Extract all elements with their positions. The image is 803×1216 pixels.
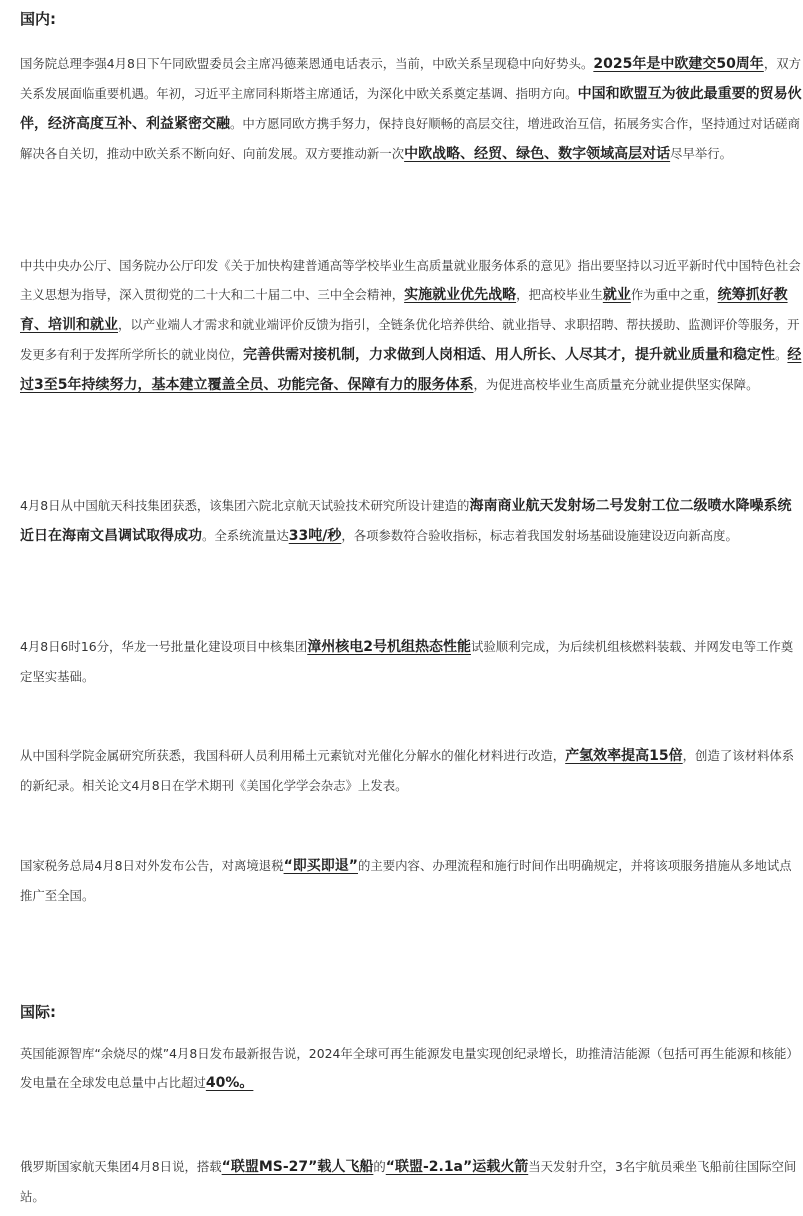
news-item-zhangzhou-nuclear: [20, 632, 803, 691]
news-item-renewable-energy: [20, 1039, 803, 1098]
news-item-hainan-launch-site: [20, 491, 803, 551]
highlight-text: 2025年是中欧建交50周年: [593, 56, 764, 72]
highlight-text: “联盟-2.1a”运载火箭: [385, 1159, 529, 1175]
body-text: ，以产业端人才需求和就业端评价反馈为指引，全链条优化培养供给、就业指导、求职招聘、帮扶援助、监测评价等服务，开发更多有利于发挥所学所长的就业岗位，: [20, 317, 800, 362]
body-text: 英国能源智库“余烧尽的煤”4月8日发布最新报告说，2024年全球可再生能源发电量实现创纪录增长，助推清洁能源（包括可再生能源和核能）发电量在全球发电总量中占比超过: [20, 1046, 799, 1090]
body-text: 从中国科学院金属研究所获悉，我国科研人员利用稀土元素钪对光催化分解水的催化材料进行改造，: [20, 748, 566, 763]
body-text: 中共中央办公厅、国务院办公厅印发《关于加快构建普通高等学校毕业生高质量就业服务体系的意见》指出要坚持以习近平新时代中国特色社会主义思想为指导，深入贯彻党的二十大和二十届二中、三中全会精神，: [20, 258, 801, 302]
domestic-section-title: 国内:: [20, 10, 56, 28]
highlight-text: 实施就业优先战略: [404, 287, 517, 303]
body-text: 。: [775, 347, 788, 362]
body-text: 国家税务总局4月8日对外发布公告，对离境退税: [20, 858, 284, 873]
body-text: ，双方关系发展面临重要机遇。年初，习近平主席同科斯塔主席通话，为深化中欧关系奠定基调、指明方向。: [20, 56, 801, 101]
body-text: 尽早举行。: [670, 146, 733, 161]
highlight-text: 完善供需对接机制，力求做到人岗相适、用人所长、人尽其才，提升就业质量和稳定性: [243, 347, 776, 363]
highlight-text: 就业: [602, 287, 631, 303]
highlight-text: 产氢效率提高15倍: [565, 748, 683, 764]
body-text: ，把高校毕业生: [516, 287, 603, 302]
highlight-text: “联盟MS-27”载人飞船: [221, 1159, 374, 1175]
body-text: 作为重中之重，: [630, 287, 718, 302]
body-text: 的主要内容、办理流程和施行时间作出明确规定，并将该项服务措施从多地试点推广至全国。: [20, 858, 792, 903]
news-item-china-eu-call: [20, 49, 803, 169]
news-item-tax-refund: [20, 851, 803, 910]
body-text: 当天发射升空，3名宇航员乘坐飞船前往国际空间站。: [20, 1159, 797, 1204]
highlight-text: 中国和欧盟互为彼此最重要的贸易伙伴，经济高度互补、利益紧密交融: [20, 86, 802, 132]
news-item-hydrogen-catalyst: [20, 741, 803, 800]
news-item-graduate-employment: [20, 251, 803, 400]
body-text: 4月8日从中国航天科技集团获悉，该集团六院北京航天试验技术研究所设计建造的: [20, 498, 470, 513]
international-section-title: 国际:: [20, 1003, 56, 1021]
highlight-text: 经过3至5年持续努力，基本建立覆盖全员、功能完备、保障有力的服务体系: [20, 347, 802, 393]
body-text: 国务院总理李强4月8日下午同欧盟委员会主席冯德莱恩通电话表示，当前，中欧关系呈现稳中向好势头。: [20, 56, 594, 71]
body-text: ，各项参数符合验收指标，标志着我国发射场基础设施建设迈向新高度。: [341, 528, 738, 543]
body-text: ，创造了该材料体系的新纪录。相关论文4月8日在学术期刊《美国化学学会杂志》上发表。: [20, 748, 795, 793]
body-text: 的: [373, 1159, 386, 1174]
body-text: 4月8日6时16分，华龙一号批量化建设项目中核集团: [20, 639, 308, 654]
news-item-soyuz-launch: [20, 1152, 803, 1211]
body-text: 试验顺利完成，为后续机组核燃料装载、并网发电等工作奠定坚实基础。: [20, 639, 794, 684]
highlight-text: 33吨/秒: [288, 528, 342, 544]
highlight-text: 40%。: [205, 1075, 254, 1091]
highlight-text: “即买即退”: [283, 858, 358, 874]
body-text: ，为促进高校毕业生高质量充分就业提供坚实保障。: [473, 377, 759, 392]
body-text: 。全系统流量达: [202, 528, 289, 543]
highlight-text: 海南商业航天发射场二号发射工位二级喷水降噪系统近日在海南文昌调试取得成功: [20, 498, 792, 544]
highlight-text: 漳州核电2号机组热态性能: [307, 639, 471, 655]
highlight-text: 统筹抓好教育、培训和就业: [20, 287, 788, 333]
body-text: 。中方愿同欧方携手努力，保持良好顺畅的高层交往，增进政治互信，拓展务实合作，坚持通过对话磋商解决各自关切，推动中欧关系不断向好、向前发展。双方要推动新一次: [20, 116, 800, 161]
highlight-text: 中欧战略、经贸、绿色、数字领域高层对话: [404, 146, 671, 162]
body-text: 俄罗斯国家航天集团4月8日说，搭载: [20, 1159, 222, 1174]
